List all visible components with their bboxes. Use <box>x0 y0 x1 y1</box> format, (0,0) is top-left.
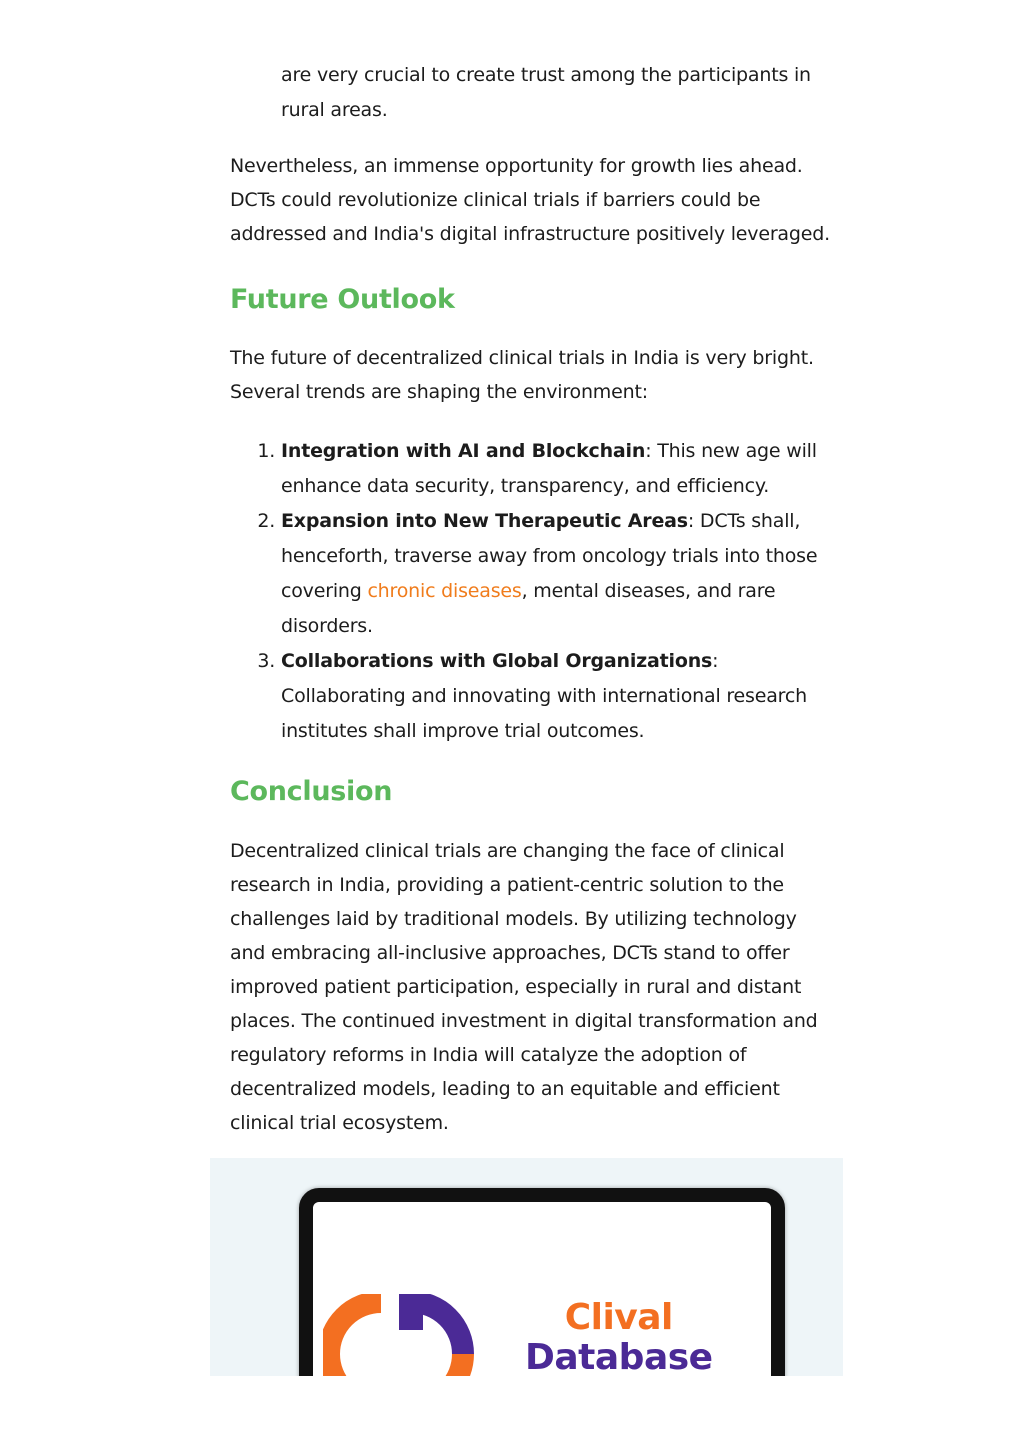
list-item-text: : This new age will enhance data security, transparency, and efficiency. <box>281 440 817 497</box>
article-body <box>230 58 830 1140</box>
list-item-title: Integration with AI and Blockchain <box>281 440 646 462</box>
logo-line-database: Database <box>525 1337 713 1376</box>
list-item <box>281 504 830 644</box>
continued-paragraph: are very crucial to create trust among the participants in rural areas. <box>281 64 811 121</box>
opportunity-paragraph: Nevertheless, an immense opportunity for growth lies ahead. DCTs could revolutionize clinical trials if barriers could be addressed and India's digital infrastructure positively leveraged. <box>230 155 830 245</box>
list-item-title: Collaborations with Global Organizations <box>281 650 713 672</box>
list-item <box>281 434 830 504</box>
logo-line-clival: Clival <box>564 1297 673 1338</box>
logo-wordmark <box>525 1298 713 1376</box>
list-item <box>281 644 830 749</box>
future-outlook-heading: Future Outlook <box>230 284 455 315</box>
conclusion-paragraph: Decentralized clinical trials are changing the face of clinical research in India, providing a patient-centric solution to the challenges laid by traditional models. By utilizing technology and embracing all-inclusive approaches, DCTs stand to offer improved patient participation, especially in rural and distant places. The continued investment in digital transformation and regulatory reforms in India will catalyze the adoption of decentralized models, leading to an equitable and efficient clinical trial ecosystem. <box>230 840 818 1134</box>
future-outlook-intro: The future of decentralized clinical trials in India is very bright. Several trends are shaping the environment: <box>230 347 814 403</box>
list-item-text: : Collaborating and innovating with international research institutes shall improve trial outcomes. <box>281 650 807 742</box>
clival-logo-icon <box>323 1294 493 1376</box>
conclusion-heading: Conclusion <box>230 776 393 807</box>
promo-image <box>210 1158 843 1376</box>
trends-list <box>230 434 830 749</box>
list-item-text: : DCTs shall, henceforth, traverse away from oncology trials into those covering <box>281 510 818 602</box>
tablet-frame <box>299 1188 785 1376</box>
chronic-diseases-link[interactable]: chronic diseases <box>367 580 522 602</box>
list-item-title: Expansion into New Therapeutic Areas <box>281 510 688 532</box>
list-item-text: , mental diseases, and rare disorders. <box>281 580 776 637</box>
